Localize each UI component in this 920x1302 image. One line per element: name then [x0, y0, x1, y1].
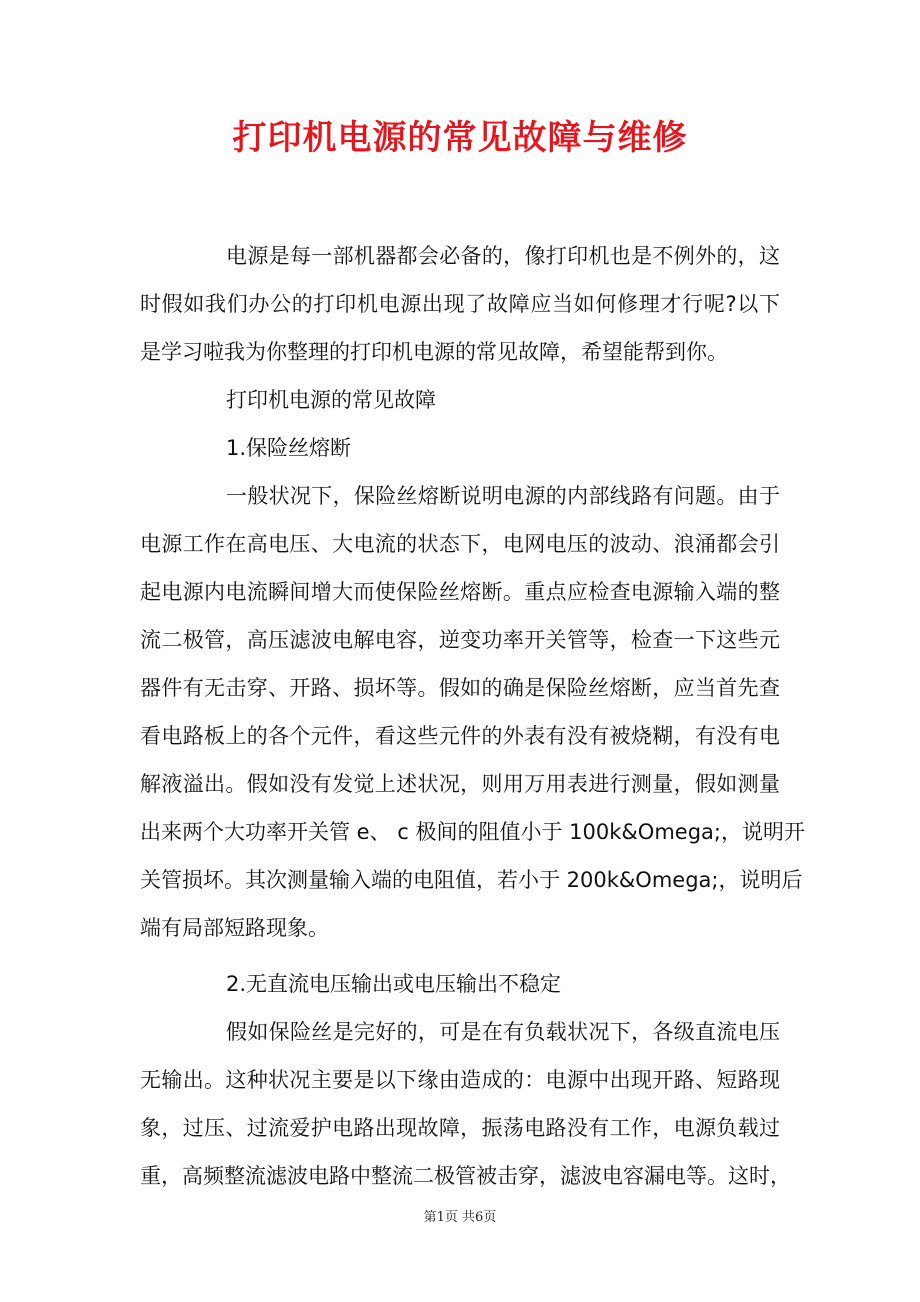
paragraph-line: 时假如我们办公的打印机电源出现了故障应当如何修理才行呢?以下: [140, 292, 780, 316]
paragraph-line: 看电路板上的各个元件，看这些元件的外表有没有被烧糊，有没有电: [140, 724, 780, 748]
paragraph-line: 起电源内电流瞬间增大而使保险丝熔断。重点应检查电源输入端的整: [140, 580, 780, 604]
paragraph-line: 一般状况下，保险丝熔断说明电源的内部线路有问题。由于: [226, 484, 780, 508]
paragraph-line: 是学习啦我为你整理的打印机电源的常见故障，希望能帮到你。: [140, 340, 728, 364]
paragraph-line: 象，过压、过流爱护电路出现故障，振荡电路没有工作，电源负载过: [140, 1116, 780, 1140]
paragraph-line: 假如保险丝是完好的，可是在有负载状况下，各级直流电压: [226, 1020, 780, 1044]
section-heading: 2.无直流电压输出或电压输出不稳定: [226, 972, 562, 996]
section-heading: 打印机电源的常见故障: [226, 388, 436, 412]
paragraph-line: 端有局部短路现象。: [140, 916, 329, 940]
page-number-footer: 第1页 共6页: [423, 1210, 497, 1225]
paragraph-line: 重，高频整流滤波电路中整流二极管被击穿，滤波电容漏电等。这时，: [140, 1164, 791, 1188]
paragraph-line: 电源是每一部机器都会必备的，像打印机也是不例外的，这: [226, 244, 780, 268]
section-heading: 1.保险丝熔断: [226, 436, 352, 460]
document-title: 打印机电源的常见故障与维修: [232, 118, 688, 158]
document-body: [140, 232, 805, 1200]
paragraph-line: 流二极管，高压滤波电解电容，逆变功率开关管等，检查一下这些元: [140, 628, 780, 652]
paragraph-line: 电源工作在高电压、大电流的状态下，电网电压的波动、浪涌都会引: [140, 532, 780, 556]
paragraph-line: 器件有无击穿、开路、损坏等。假如的确是保险丝熔断，应当首先查: [140, 676, 780, 700]
paragraph-line: 关管损坏。其次测量输入端的电阻值，若小于 200k&Omega;，说明后: [140, 868, 803, 892]
paragraph-line: 出来两个大功率开关管 e、 c 极间的阻值小于 100k&Omega;，说明开: [140, 820, 805, 844]
paragraph-line: 无输出。这种状况主要是以下缘由造成的：电源中出现开路、短路现: [140, 1068, 780, 1092]
paragraph-line: 解液溢出。假如没有发觉上述状况，则用万用表进行测量，假如测量: [140, 772, 780, 796]
